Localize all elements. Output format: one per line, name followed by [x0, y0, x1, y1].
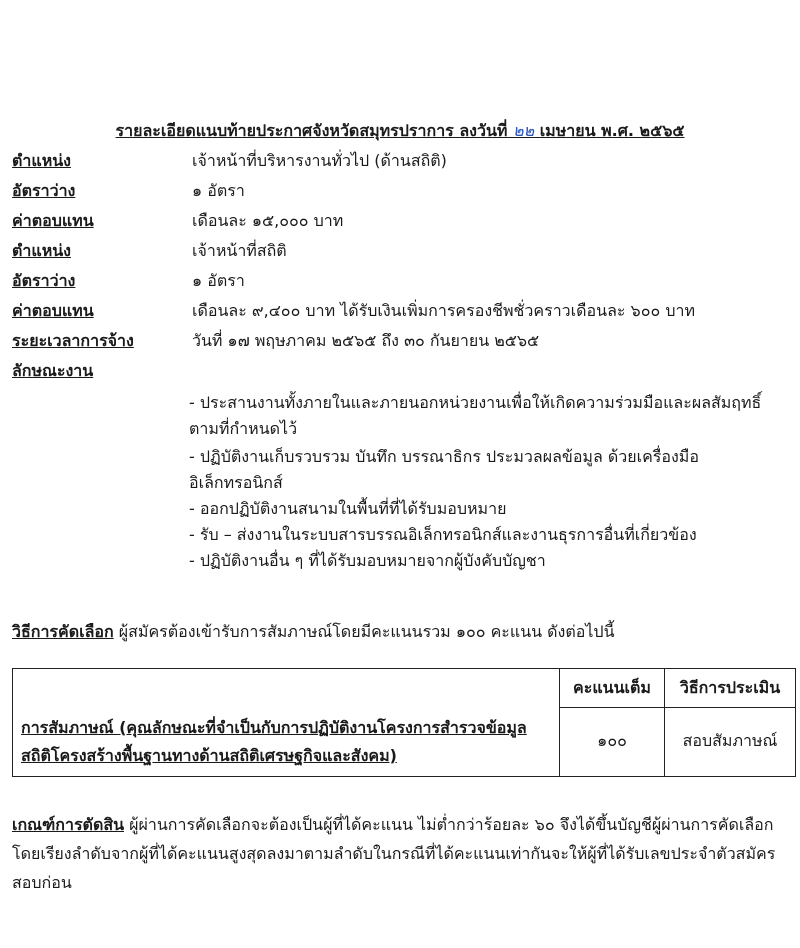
field-label: ค่าตอบแทน — [12, 301, 94, 320]
field-label: อัตราว่าง — [12, 271, 76, 290]
duty-item: - ปฏิบัติงานอื่น ๆ ที่ได้รับมอบหมายจากผู้บังคับบัญชา — [189, 551, 546, 570]
table-header-row — [13, 669, 796, 708]
field-label: ค่าตอบแทน — [12, 211, 94, 230]
field-row-vacancy-1 — [12, 179, 245, 203]
field-label: ตำแหน่ง — [12, 241, 71, 260]
field-row-salary-2 — [12, 299, 695, 323]
table-header-method: วิธีการประเมิน — [665, 669, 796, 708]
field-row-vacancy-2 — [12, 269, 245, 293]
title-text: รายละเอียดแนบท้ายประกาศจังหวัดสมุทรปราการ ลงวันที่ — [115, 121, 508, 140]
table-cell-method: สอบสัมภาษณ์ — [665, 708, 796, 777]
criteria-label: เกณฑ์การตัดสิน — [12, 815, 125, 834]
selection-method-text: ผู้สมัครต้องเข้ารับการสัมภาษณ์โดยมีคะแนนรวม ๑๐๐ คะแนน ดังต่อไปนี้ — [113, 622, 615, 641]
criteria-text: ผู้ผ่านการคัดเลือกจะต้องเป็นผู้ที่ได้คะแนน ไม่ต่ำกว่าร้อยละ ๖๐ จึงได้ขึ้นบัญชีผู้ผ่านการคัดเลือก โดยเรียงลำดับจากผู้ที่ได้คะแนนสูงสุดลงมาตามลำดับในกรณีที่ได้คะแนนเท่ากันจะให้ผู้ที่ได้รับเลขประจำตัวสมัครสอบก่อน — [12, 815, 776, 892]
field-row-position-1 — [12, 149, 447, 173]
duty-item: - ออกปฏิบัติงานสนามในพื้นที่ที่ได้รับมอบหมาย — [189, 499, 507, 518]
document-title — [0, 119, 800, 144]
table-cell-score: ๑๐๐ — [560, 708, 665, 777]
field-value: เดือนละ ๙,๔๐๐ บาท ได้รับเงินเพิ่มการครองชีพชั่วคราวเดือนละ ๖๐๐ บาท — [192, 301, 696, 320]
handwritten-day: ๒๒ — [513, 121, 535, 140]
field-value: วันที่ ๑๗ พฤษภาคม ๒๕๖๕ ถึง ๓๐ กันยายน ๒๕๖๕ — [192, 331, 540, 350]
field-value: เดือนละ ๑๕,๐๐๐ บาท — [192, 211, 344, 230]
field-row-salary-1 — [12, 209, 343, 233]
field-label: ตำแหน่ง — [12, 151, 71, 170]
table-header-score: คะแนนเต็ม — [560, 669, 665, 708]
field-value: ๑ อัตรา — [192, 181, 245, 200]
selection-method — [12, 620, 615, 644]
duty-item: - รับ – ส่งงานในระบบสารบรรณอิเล็กทรอนิกส์และงานธุรการอื่นที่เกี่ยวข้อง — [189, 525, 697, 544]
field-row-job-description — [12, 359, 192, 383]
duty-list — [189, 390, 789, 574]
table-header-item — [13, 669, 560, 708]
table-cell-item: การสัมภาษณ์ (คุณลักษณะที่จำเป็นกับการปฏิบัติงานโครงการสำรวจข้อมูลสถิติโครงสร้างพื้นฐานทางด้านสถิติเศรษฐกิจและสังคม) — [13, 708, 560, 777]
field-label: ระยะเวลาการจ้าง — [12, 331, 134, 350]
selection-method-label: วิธีการคัดเลือก — [12, 622, 114, 641]
duty-item: - ประสานงานทั้งภายในและภายนอกหน่วยงานเพื่อให้เกิดความร่วมมือและผลสัมฤทธิ์ตามที่กำหนดไว้ — [189, 393, 762, 438]
field-label: ลักษณะงาน — [12, 361, 94, 380]
field-value: เจ้าหน้าที่สถิติ — [192, 241, 287, 260]
table-row — [13, 708, 796, 777]
duty-item: - ปฏิบัติงานเก็บรวบรวม บันทึก บรรณาธิกร ประมวลผลข้อมูล ด้วยเครื่องมืออิเล็กทรอนิกส์ — [189, 447, 699, 492]
field-row-employment-period — [12, 329, 539, 353]
field-label: อัตราว่าง — [12, 181, 76, 200]
evaluation-table — [12, 668, 796, 777]
judgment-criteria — [12, 810, 792, 897]
field-value: ๑ อัตรา — [192, 271, 245, 290]
field-value: เจ้าหน้าที่บริหารงานทั่วไป (ด้านสถิติ) — [192, 151, 447, 170]
field-row-position-2 — [12, 239, 287, 263]
title-month-year: เมษายน พ.ศ. ๒๕๖๕ — [539, 121, 685, 140]
